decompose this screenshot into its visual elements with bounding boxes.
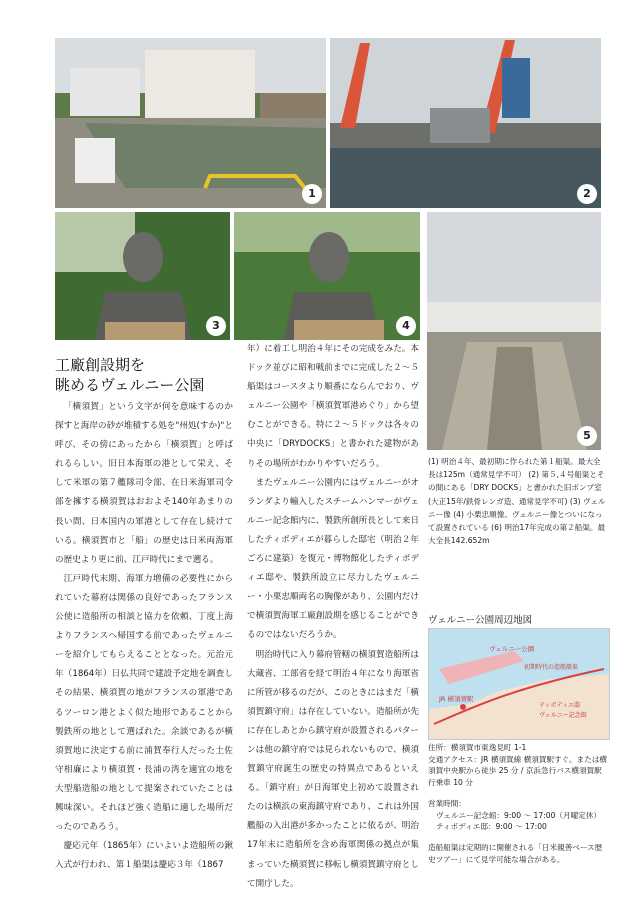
map-label-museum: ヴェルニー記念館	[539, 712, 587, 719]
photo-bust-verny-3	[55, 212, 230, 340]
photo-number: 2	[577, 184, 597, 204]
opening-hours	[428, 798, 608, 833]
access-info	[428, 742, 608, 788]
map-label-park: ヴェルニー公園	[489, 645, 535, 653]
map-station-marker	[460, 704, 466, 710]
paragraph: 江戸時代末期、海軍力増備の必要性にかられていた幕府は関係の良好であったフランス公使に造船所の相談と協力を依頼、丁度上海よりフランスへ帰国する前であったヴェルニーを紹介してもらえることとなった。元治元年（1864年）日仏共同で建設予定地を調査しその結果、横須賀の地がフランスの軍港であるツーロン港とよく似た地形であることから製鉄所の地として選ばれた。余談であるが横須賀地に決定する前に浦賀奉行人だった土佐守相廉により横須賀・長浦の湾を適宜の地を大型船造船の地として提案されていたことは興味深い。それほど強く造船に適した場所だったのであろう。	[55, 573, 233, 833]
article-column-2	[247, 340, 419, 894]
hours-house: ティボディエ邸：9:00 ～ 17:00	[436, 822, 547, 831]
photo-number: 3	[206, 316, 226, 336]
photo-shipyard-2	[330, 38, 601, 208]
paragraph: 明治時代に入り幕府管轄の横須賀造船所は大蔵省、工部省を経て明治４年になり海軍省に所管が移るのだが、このときにはまだ「横須賀鎮守府」は存在していない。造船所が先に存在しあとから鎮守府が設置されるパターンは他の鎮守府では見られないもので、横須賀鎮守府誕生の歴史の特異点であるといえる。「鎮守府」が日海軍史上初めて設置されたのは横浜の東海鎮守府であり、これは外国艦船の入出港が多かったことに依るが、明治17年末に造船所を含め海軍関係の拠点が集まっていた横須賀に移転し横須賀鎮守府として開庁した。	[247, 649, 419, 889]
paragraph: 年）に着工し明治４年にその完成をみた。本ドック並びに昭和戦前までに完成した２～５船渠はコースタより順番にならんでおり、ヴェルニー公園や「横須賀軍港めぐり」から望むことができる。特に２～５ドックは各々の中央に「DRYDOCKS」と書かれた建物がありその場所がわかりやすいだろう。	[247, 344, 419, 469]
transport: 交通アクセス：JR 横須賀線 横須賀駅すぐ。または横須賀中央駅から徒歩 25 分 / 京浜急行バス横須賀駅行乗車 10 分	[428, 754, 608, 787]
map-label-station: JR 横須賀駅	[439, 695, 474, 703]
paragraph: 「横須賀」という文字が何を意味するのか探すと海岸の砂が堆積する処を"州処(すか)"と呼び、その傍にあったから「横須賀」と呼ばれるらしい。旧日本海軍の港として栄え、そして米軍の第７艦隊司令部、在日米海軍司令部を擁する横須賀はおおよそ140年あまりの長い間、日本国内の軍港として存在し続けている。横須賀市と「船」の歴史は日米両海軍の歴史より更に前、江戸時代にまで遡る。	[55, 402, 233, 565]
paragraph: 慶応元年（1865年）にいよいよ造船所の鍬入式が行われ、第１船渠は慶応３年（1867	[55, 841, 233, 871]
note-text: 造船船渠は定期的に開催される「日米親善ベース歴史ツアー」にて見学可能な場合がある。	[428, 843, 603, 864]
map-title: ヴェルニー公園周辺地図	[428, 615, 533, 626]
title-line-2: 眺めるヴェルニー公園	[55, 376, 205, 394]
photo-dry-dock-5	[427, 212, 601, 450]
hours-heading: 営業時間：	[428, 799, 466, 808]
photo-number: 5	[577, 426, 597, 446]
title-line-1: 工廠創設期を	[55, 356, 146, 374]
map-label-house: ティボディエ邸	[539, 702, 581, 709]
tour-note	[428, 842, 608, 865]
photo-number: 1	[302, 184, 322, 204]
photo-dry-dock-1	[55, 38, 326, 208]
article-title	[55, 355, 235, 395]
address: 住所：横須賀市東逸見町 1-1	[428, 743, 527, 752]
hours-memorial: ヴェルニー記念館：9:00 ～ 17:00（月曜定休）	[436, 810, 601, 820]
photo-captions: (1) 明治４年、最初期に作られた第１船渠。最大全長は125m（通常見学不可） (2) 第５,４号船渠とその間にある「DRY DOCKS」と書かれた旧ポンプ室(大正15年/鉄骨レンガ造、通常見学不可) (3) ヴェルニー像 (4) 小栗忠順像。ヴェルニー像とついになって設置されている (6) 明治17年完成の第２船渠。最大全長142.652m	[428, 457, 606, 546]
photo-number: 4	[396, 316, 416, 336]
photo-bust-oguri-4	[234, 212, 420, 340]
article-column-1	[55, 398, 233, 875]
paragraph: またヴェルニー公園内にはヴェルニーがオランダより輸入したスチームハンマーがヴェルニー記念館内に、製鉄所創所長として来日したティボディエが暮らした邸宅（明治２年ごろに建築）を復元・博物館化したティボディエ邸や、製鉄所設立に尽力したヴェルニー・小栗忠順両名の胸像があり、公園内だけで横須賀海軍工廠創設期を感じることができるのではないだろうか。	[247, 477, 419, 641]
map-label-shipyard: 初期時代の造船船渠	[524, 664, 579, 671]
area-map	[428, 628, 610, 740]
